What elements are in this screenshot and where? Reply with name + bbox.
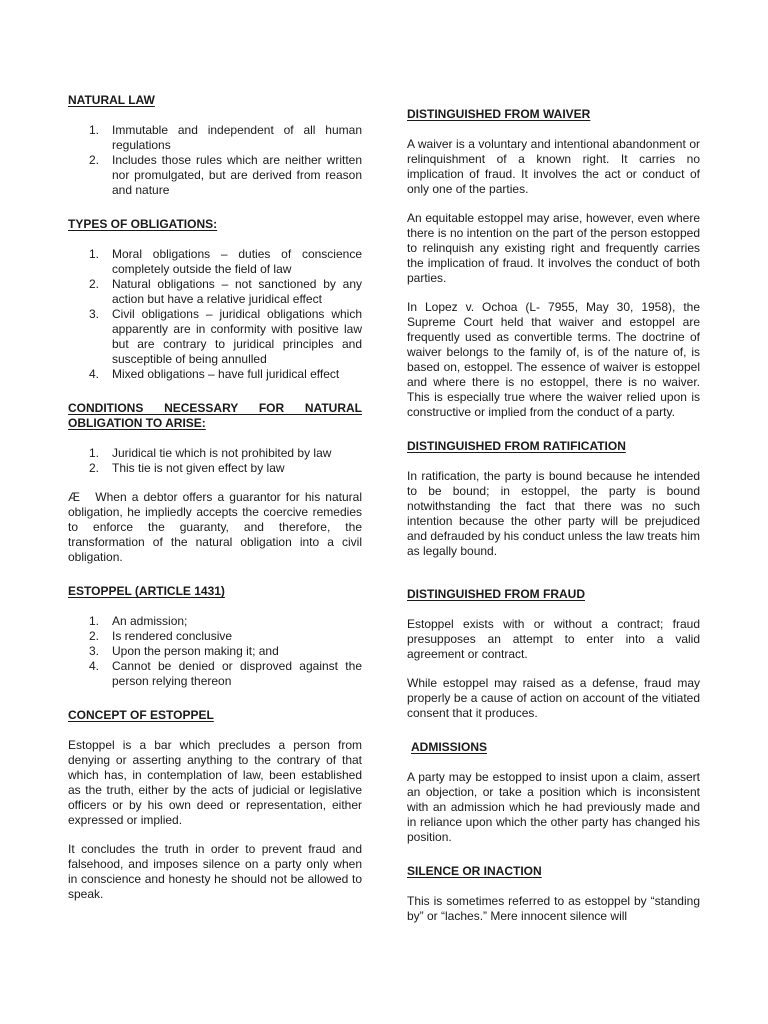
- list-item: 2. This tie is not given effect by law: [89, 461, 285, 475]
- ratification-paragraph: In ratification, the party is bound because he intended to be bound; in estoppel, the party is bound notwithstanding the fact that there was no such intention because the other party will be prejudiced and defrauded by his conduct unless the law treats him as legally bound.: [407, 469, 700, 558]
- list-item: 4. Mixed obligations – have full juridical effect: [89, 367, 340, 381]
- conditions-heading-line2: OBLIGATION TO ARISE:: [68, 416, 206, 430]
- list-item: 1. Juridical tie which is not prohibited by law: [89, 446, 332, 460]
- concept-paragraph-1: Estoppel is a bar which precludes a person from denying or asserting anything to the contrary of that which has, in contemplation of law, been established as the truth, either by the acts of judicial or legislative officers or by his own deed or representation, either expressed or implied.: [68, 738, 362, 827]
- list-item: 3. Upon the person making it; and: [89, 644, 279, 658]
- list-item: 3. Civil obligations – juridical obligations which apparently are in conformity with positive law but are contrary to juridical principles and susceptible of being annulled: [89, 307, 362, 366]
- admissions-heading: ADMISSIONS: [411, 740, 488, 754]
- waiver-paragraph-2: An equitable estoppel may arise, however, even where there is no intention on the part of the person estopped to relinquish any existing right and frequently carries the implication of fraud. It involves the conduct of both parties.: [407, 211, 700, 285]
- silence-heading: SILENCE OR INACTION: [407, 864, 542, 878]
- waiver-paragraph-3: In Lopez v. Ochoa (L- 7955, May 30, 1958), the Supreme Court held that waiver and estoppel are frequently used as convertible terms. The doctrine of waiver belongs to the family of, is of the nature of, is based on, estoppel. The essence of waiver is estoppel and where there is no estoppel, there is no waiver. This is especially true where the waiver relied upon is constructive or implied from the conduct of a party.: [407, 300, 700, 419]
- guarantor-paragraph: [68, 490, 362, 565]
- guarantor-text: When a debtor offers a guarantor for his natural obligation, he impliedly accepts the coercive remedies to enforce the guaranty, and therefore, the transformation of the natural obligation into a civil obligation.: [68, 490, 362, 564]
- list-item: 2. Is rendered conclusive: [89, 629, 233, 643]
- types-of-obligations-heading: TYPES OF OBLIGATIONS:: [68, 217, 218, 231]
- types-of-obligations-list: [68, 247, 362, 382]
- fraud-heading: DISTINGUISHED FROM FRAUD: [407, 587, 585, 601]
- list-item: 1. Immutable and independent of all human regulations: [89, 123, 362, 152]
- ae-bullet-icon: Æ: [68, 490, 80, 504]
- natural-law-list: [68, 123, 362, 198]
- estoppel-heading: ESTOPPEL (ARTICLE 1431): [68, 584, 225, 598]
- concept-of-estoppel-heading: CONCEPT OF ESTOPPEL: [68, 708, 214, 722]
- admissions-paragraph: A party may be estopped to insist upon a claim, assert an objection, or take a position which is inconsistent with an admission which he had previously made and in reliance upon which the other party has changed his position.: [407, 770, 700, 844]
- waiver-paragraph-1: A waiver is a voluntary and intentional abandonment or relinquishment of a known right. It carries no implication of fraud. It involves the act or conduct of only one of the parties.: [407, 137, 700, 196]
- list-item: 1. Moral obligations – duties of conscience completely outside the field of law: [89, 247, 362, 276]
- right-column: [407, 107, 700, 924]
- list-item: 2. Includes those rules which are neither written nor promulgated, but are derived from reason and nature: [89, 153, 362, 197]
- natural-law-heading: NATURAL LAW: [68, 93, 155, 107]
- fraud-paragraph-2: While estoppel may raised as a defense, fraud may properly be a cause of action on account of the vitiated consent that it produces.: [407, 676, 700, 720]
- conditions-heading-line1: CONDITIONS NECESSARY FOR NATURAL: [68, 401, 362, 415]
- estoppel-list: [68, 614, 362, 689]
- silence-paragraph: This is sometimes referred to as estoppel by “standing by” or “laches.” Mere innocent silence will: [407, 894, 700, 923]
- conditions-heading: [68, 401, 362, 416]
- list-item: 1. An admission;: [89, 614, 188, 628]
- list-item: 2. Natural obligations – not sanctioned by any action but have a relative juridical effect: [89, 277, 362, 306]
- left-column: [68, 93, 362, 902]
- fraud-paragraph-1: Estoppel exists with or without a contract; fraud presupposes an attempt to enter into a valid agreement or contract.: [407, 617, 700, 661]
- waiver-heading: DISTINGUISHED FROM WAIVER: [407, 107, 591, 121]
- ratification-heading: DISTINGUISHED FROM RATIFICATION: [407, 439, 626, 453]
- concept-paragraph-2: It concludes the truth in order to prevent fraud and falsehood, and imposes silence on a party only when in conscience and honesty he should not be allowed to speak.: [68, 842, 362, 901]
- conditions-list: [68, 446, 362, 476]
- list-item: 4. Cannot be denied or disproved against the person relying thereon: [89, 659, 362, 688]
